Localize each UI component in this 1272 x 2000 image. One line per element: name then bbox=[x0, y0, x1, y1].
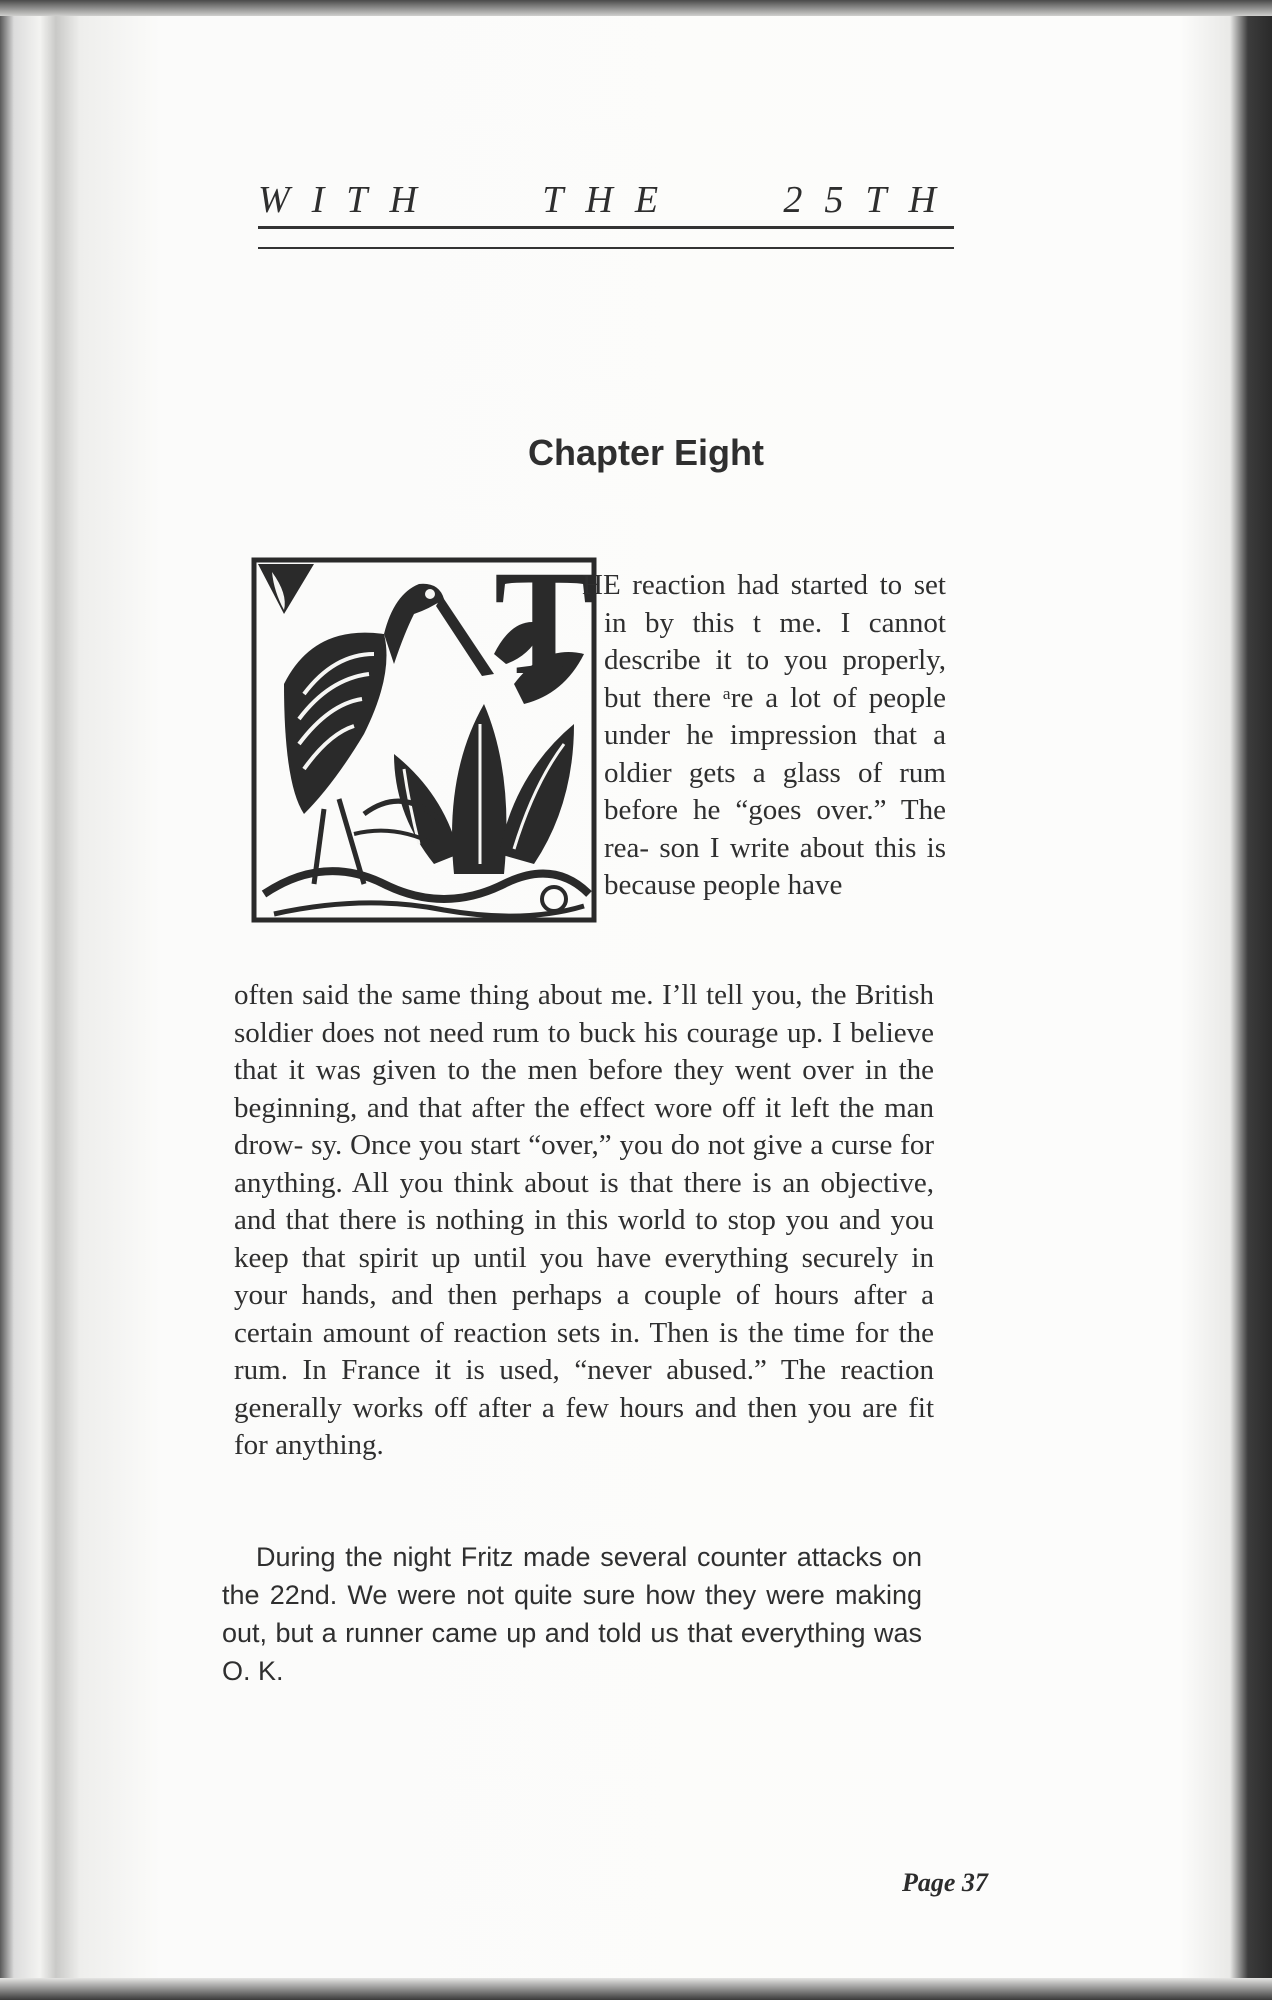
running-head-word-1: WITH bbox=[258, 179, 439, 221]
paragraph-2: During the night Fritz made several counter attacks on the 22nd. We were not quite sure how they were making out, but a runner came up and told us that everything was O. K. bbox=[222, 1542, 922, 1686]
opening-text-span: HE reaction had started to set in by this t me. I cannot describe it to you properly, but there ᵃre a lot of people under he impression that a oldier gets a glass of rum before he “goes over.” The rea- son I write about this is because people have bbox=[582, 569, 946, 901]
book-bottom-edge bbox=[0, 1978, 1272, 2000]
chapter-title: Chapter Eight bbox=[527, 432, 764, 473]
running-head bbox=[258, 178, 958, 222]
opening-text-beside-ornament bbox=[582, 567, 946, 905]
running-head-rule-bottom bbox=[258, 247, 954, 249]
page-number: Page 37 bbox=[902, 1868, 988, 1897]
opening-text-continued: often said the same thing about me. I’ll tell you, the British soldier does not need rum to buck his courage up. I believe that it was given to the men before they went over in the beginning, and that after the effect wore off it left the man drow- sy. Once you start “over,” you do not give a curse for anything. All you think about is that there is an objective, and that there is nothing in this world to stop you and you keep that spirit up until you have everything securely in your hands, and then perhaps a couple of hours after a certain amount of reaction sets in. Then is the time for the rum. In France it is used, “never abused.” The reaction generally works off after a few hours and then you are fit for anything. bbox=[234, 979, 934, 1461]
drop-cap: T bbox=[494, 540, 595, 706]
running-head-word-2: THE bbox=[542, 179, 681, 221]
running-head-rule-top bbox=[258, 226, 954, 229]
running-head-word-3: 25TH bbox=[783, 179, 958, 221]
